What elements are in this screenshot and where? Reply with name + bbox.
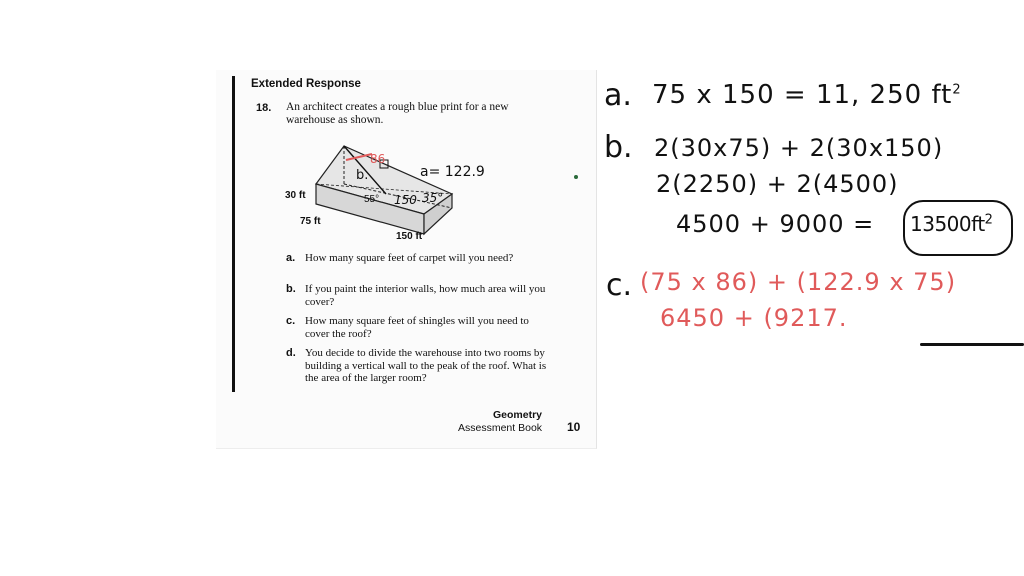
footer-subtitle: Assessment Book [458, 422, 543, 434]
work-b-answer [910, 212, 992, 236]
subquestion-text: How many square feet of shingles will you need to cover the roof? [305, 315, 529, 340]
height-label: 30 ft [285, 190, 306, 201]
subquestion-label: d. [286, 347, 296, 359]
subquestion-text: How many square feet of carpet will you need? [305, 252, 514, 264]
angle-label: 55° [364, 194, 380, 205]
margin-rule [232, 76, 235, 392]
hw-b-label: b. [356, 168, 369, 183]
work-a-line [652, 80, 962, 110]
subquestion-b [286, 283, 556, 308]
worksheet-scan [216, 70, 597, 449]
work-b-line2: 2(2250) + 2(4500) [656, 170, 899, 198]
subquestion-a [286, 252, 556, 265]
hw-angle-label: 35° [422, 191, 444, 205]
work-a-exponent: 2 [952, 82, 962, 98]
stray-ink-dot [574, 175, 578, 179]
work-b-label: b. [604, 130, 633, 165]
work-a-label: a. [604, 78, 632, 113]
subquestion-label: c. [286, 315, 296, 327]
pen-stroke [920, 343, 1024, 346]
question-number: 18. [256, 102, 272, 114]
work-c-line1: (75 x 86) + (122.9 x 75) [640, 268, 957, 296]
depth-label: 75 ft [300, 216, 321, 227]
subquestion-c [286, 315, 556, 340]
work-a-text: 75 x 150 = 11, 250 ft [652, 80, 953, 110]
hw-b-value: 86 [370, 152, 386, 166]
subquestion-text: If you paint the interior walls, how much area will you cover? [305, 283, 546, 308]
footer-title: Geometry [493, 409, 543, 421]
work-b-answer-text: 13500ft [910, 212, 985, 236]
section-heading: Extended Response [251, 78, 361, 90]
subquestion-d [286, 347, 556, 385]
subquestion-text: You decide to divide the warehouse into two rooms by building a vertical wall to the peak of the roof. What is the area of the larger room? [305, 347, 547, 384]
length-label: 150 ft [396, 231, 423, 242]
work-c-line2: 6450 + (9217. [660, 304, 848, 332]
subquestion-label: a. [286, 252, 296, 264]
hw-bottom-label: 150 [394, 193, 417, 207]
subquestion-label: b. [286, 283, 296, 295]
work-b-answer-exponent: 2 [984, 212, 993, 228]
work-b-line1: 2(30x75) + 2(30x150) [654, 134, 944, 162]
work-c-label: c. [606, 268, 633, 303]
page-number: 10 [567, 420, 581, 434]
question-text: An architect creates a rough blue print for a new warehouse as shown. [286, 101, 509, 126]
work-b-line3: 4500 + 9000 = [676, 210, 875, 238]
hw-a-label: a= 122.9 [420, 164, 485, 180]
warehouse-diagram [276, 136, 506, 246]
